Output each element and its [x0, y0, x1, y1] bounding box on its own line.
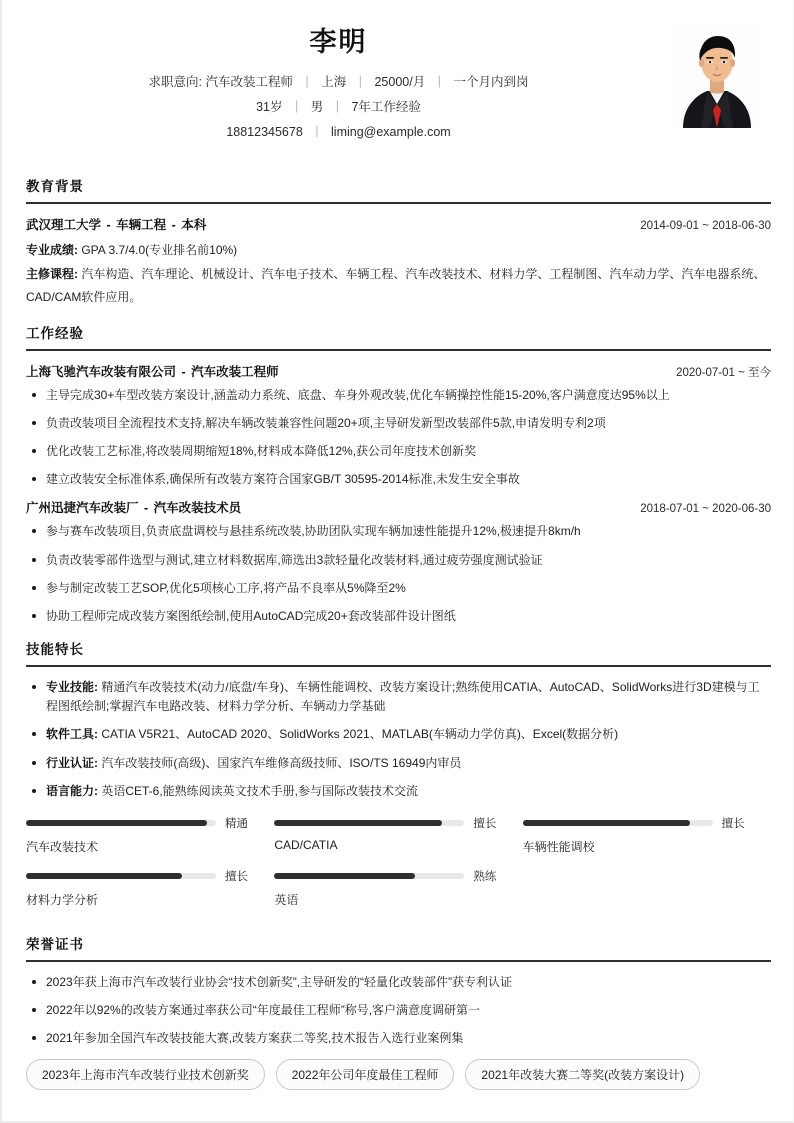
education-courses-row — [26, 263, 771, 310]
education-courses-label: 主修课程: — [26, 266, 78, 281]
skill-bar-row — [26, 815, 248, 831]
list-item — [26, 754, 771, 773]
header-main — [26, 24, 771, 145]
job-intent-line — [26, 70, 651, 95]
work-date: 2020-07-01 ~ 至今 — [676, 366, 771, 379]
education-date: 2014-09-01 ~ 2018-06-30 — [640, 220, 771, 233]
job-intent-city: 上海 — [321, 75, 347, 90]
education-gpa-value: GPA 3.7/4.0(专业排名前10%) — [81, 243, 238, 258]
honor-tag: 2022年公司年度最佳工程师 — [276, 1059, 455, 1090]
skill-label: 专业技能: — [46, 680, 98, 695]
separator-icon: | — [315, 124, 319, 139]
contact-phone: 18812345678 — [226, 125, 303, 140]
skill-progress-fill — [274, 820, 441, 826]
section-education — [26, 175, 771, 309]
list-item: 参与制定改装工艺SOP,优化5项核心工序,将产品不良率从5%降至2% — [26, 579, 771, 598]
job-intent-salary: 25000/月 — [374, 75, 426, 90]
skill-bar-item — [274, 868, 522, 908]
contact-email: liming@example.com — [331, 125, 451, 140]
work-entry-title — [26, 362, 279, 380]
skill-bar-row — [523, 815, 745, 831]
dash-separator: - — [144, 501, 149, 516]
work-entry — [26, 362, 771, 490]
separator-icon: | — [358, 74, 362, 89]
list-item: 主导完成30+车型改装方案设计,涵盖动力系统、底盘、车身外观改装,优化车辆操控性能15-20%,客户满意度达95%以上 — [26, 386, 771, 405]
skill-progress-track — [274, 873, 464, 879]
list-item: 负责改装零部件选型与测试,建立材料数据库,筛选出3款轻量化改装材料,通过疲劳强度测试验证 — [26, 551, 771, 570]
skill-bar-row — [26, 868, 248, 884]
list-item — [26, 725, 771, 744]
section-divider — [26, 665, 771, 667]
work-bullet-list — [26, 386, 771, 490]
skill-bar-item — [26, 815, 274, 855]
personal-gender: 男 — [310, 100, 324, 115]
person-avatar-suit-icon — [673, 24, 761, 128]
section-divider — [26, 960, 771, 962]
personal-age: 31岁 — [256, 100, 283, 115]
skill-name-label: 材料力学分析 — [26, 893, 99, 908]
section-title-education: 教育背景 — [26, 179, 84, 195]
list-item: 2023年获上海市汽车改装行业协会“技术创新奖”,主导研发的“轻量化改装部件”获专利认证 — [26, 973, 771, 992]
work-position: 汽车改装技术员 — [153, 501, 242, 516]
dash-separator: - — [181, 364, 186, 379]
education-gpa-label: 专业成绩: — [26, 243, 78, 258]
skill-label: 语言能力: — [46, 783, 98, 798]
education-major: 车辆工程 — [116, 218, 167, 233]
skill-progress-track — [274, 820, 464, 826]
skill-level-label: 擅长 — [225, 871, 248, 884]
education-courses-value: 汽车构造、汽车理论、机械设计、汽车电子技术、车辆工程、汽车改装技术、材料力学、工程制图、汽车动力学、汽车电器系统、CAD/CAM软件应用。 — [26, 266, 766, 305]
honor-tag: 2023年上海市汽车改装行业技术创新奖 — [26, 1059, 265, 1090]
education-entry — [26, 215, 771, 309]
work-company: 广州迅捷汽车改装厂 — [26, 501, 139, 516]
avatar — [673, 24, 761, 128]
resume-header — [26, 18, 771, 163]
skill-text: 汽车改装技师(高级)、国家汽车维修高级技师、ISO/TS 16949内审员 — [101, 755, 462, 770]
candidate-name: 李明 — [309, 27, 368, 57]
dash-separator: - — [106, 218, 111, 233]
section-title-skills: 技能特长 — [26, 642, 84, 658]
dash-separator: - — [171, 218, 176, 233]
work-bullet-list — [26, 522, 771, 626]
list-item: 2022年以92%的改装方案通过率获公司“年度最佳工程师”称号,客户满意度调研第一 — [26, 1001, 771, 1020]
skill-bar-item — [26, 868, 274, 908]
skill-bar-row — [274, 815, 496, 831]
work-entry-head — [26, 498, 771, 516]
list-item: 优化改装工艺标准,将改装周期缩短18%,材料成本降低12%,获公司年度技术创新奖 — [26, 442, 771, 461]
skill-label: 行业认证: — [46, 755, 98, 770]
job-intent-availability: 一个月内到岗 — [453, 75, 529, 90]
skill-progress-track — [26, 873, 216, 879]
skill-bar-grid — [26, 815, 771, 921]
skill-progress-track — [523, 820, 713, 826]
skills-bullet-list — [26, 678, 771, 801]
skill-progress-fill — [26, 820, 207, 826]
skill-progress-fill — [274, 873, 415, 879]
job-intent-position: 汽车改装工程师 — [205, 75, 294, 90]
contact-info-line — [26, 120, 651, 145]
skill-level-label: 精通 — [225, 818, 248, 831]
skill-bar-row — [274, 868, 496, 884]
skill-level-label: 擅长 — [721, 818, 745, 831]
section-divider — [26, 349, 771, 351]
separator-icon: | — [305, 74, 309, 89]
skill-name-label: 英语 — [274, 893, 299, 908]
education-degree: 本科 — [181, 218, 207, 233]
list-item: 协助工程师完成改装方案图纸绘制,使用AutoCAD完成20+套改装部件设计图纸 — [26, 607, 771, 626]
honors-bullet-list — [26, 973, 771, 1049]
skill-level-label: 熟练 — [473, 871, 497, 884]
skill-progress-fill — [26, 873, 182, 879]
job-intent-label: 求职意向: — [148, 75, 203, 90]
separator-icon: | — [294, 99, 299, 114]
work-position: 汽车改装工程师 — [191, 364, 279, 379]
section-skills — [26, 638, 771, 921]
list-item — [26, 678, 771, 716]
section-work-experience — [26, 322, 771, 627]
honor-tag: 2021年改装大赛二等奖(改装方案设计) — [465, 1059, 700, 1090]
honor-tag-list — [26, 1059, 771, 1090]
list-item — [26, 782, 771, 801]
work-entry-title — [26, 498, 241, 516]
work-date: 2018-07-01 ~ 2020-06-30 — [640, 503, 771, 516]
skill-name-label: CAD/CATIA — [274, 838, 338, 853]
personal-experience: 7年工作经验 — [351, 100, 421, 115]
list-item: 参与赛车改装项目,负责底盘调校与悬挂系统改装,协助团队实现车辆加速性能提升12%,极速提升8km/h — [26, 522, 771, 541]
education-gpa-row — [26, 239, 771, 262]
list-item: 建立改装安全标准体系,确保所有改装方案符合国家GB/T 30595-2014标准,未发生安全事故 — [26, 470, 771, 489]
skill-level-label: 擅长 — [473, 818, 497, 831]
education-school: 武汉理工大学 — [26, 218, 102, 233]
skill-label: 软件工具: — [46, 727, 98, 742]
work-company: 上海飞驰汽车改装有限公司 — [26, 364, 177, 379]
skill-text: 英语CET-6,能熟练阅读英文技术手册,参与国际改装技术交流 — [101, 783, 419, 798]
skill-progress-fill — [523, 820, 690, 826]
section-honors — [26, 933, 771, 1090]
skill-text: CATIA V5R21、AutoCAD 2020、SolidWorks 2021、MATLAB(车辆动力学仿真)、Excel(数据分析) — [101, 727, 619, 742]
education-entry-head — [26, 215, 771, 233]
personal-info-line — [26, 95, 651, 120]
skill-progress-track — [26, 820, 216, 826]
list-item: 2021年参加全国汽车改装技能大赛,改装方案获二等奖,技术报告入选行业案例集 — [26, 1029, 771, 1048]
separator-icon: | — [437, 74, 441, 89]
education-entry-title — [26, 215, 206, 233]
work-entry — [26, 498, 771, 626]
skill-bar-item — [274, 815, 522, 855]
section-title-work: 工作经验 — [26, 325, 84, 341]
skill-name-label: 车辆性能调校 — [522, 840, 595, 855]
skill-text: 精通汽车改装技术(动力/底盘/车身)、车辆性能调校、改装方案设计;熟练使用CATIA、AutoCAD、SolidWorks进行3D建模与工程图纸绘制;掌握汽车电路改装、材料力学分析、车辆动力学基础 — [46, 680, 760, 714]
section-divider — [26, 202, 771, 204]
work-entry-head — [26, 362, 771, 380]
list-item: 负责改装项目全流程技术支持,解决车辆改装兼容性问题20+项,主导研发新型改装部件5款,申请发明专利2项 — [26, 414, 771, 433]
skill-bar-item — [523, 815, 771, 855]
separator-icon: | — [335, 99, 339, 114]
skill-name-label: 汽车改装技术 — [26, 840, 99, 855]
section-title-honors: 荣誉证书 — [26, 937, 84, 953]
